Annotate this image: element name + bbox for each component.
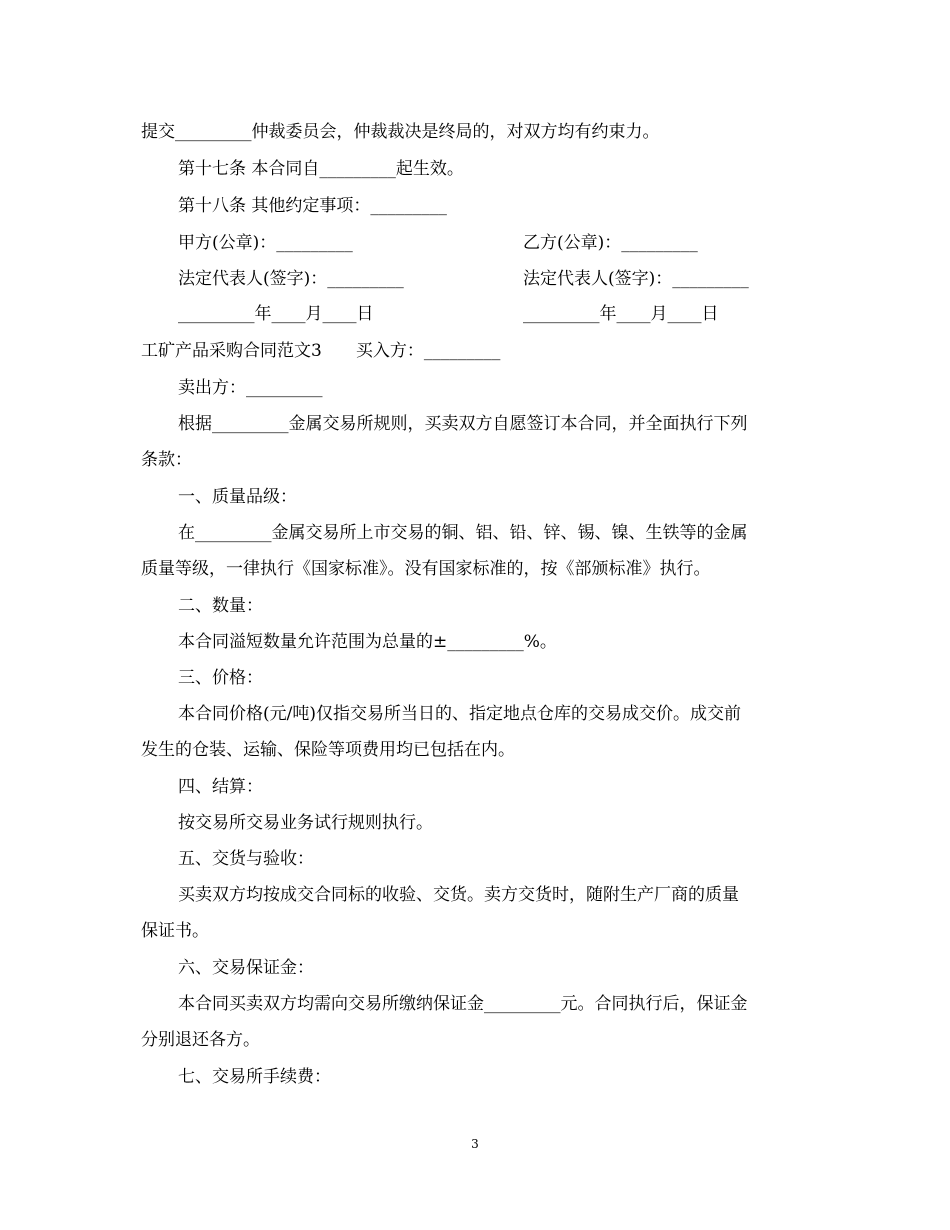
text-line-quantity: 本合同溢短数量允许范围为总量的±_________%。	[178, 632, 557, 652]
text-line-arbitration: 提交_________仲裁委员会，仲裁裁决是终局的，对双方均有约束力。	[141, 122, 660, 142]
section-heading-quality: 一、质量品级：	[178, 487, 297, 507]
text-line-deposit-1: 本合同买卖双方均需向交易所缴纳保证金_________元。合同执行后，保证金	[178, 994, 748, 1014]
text-line-quality-1: 在_________金属交易所上市交易的铜、铝、铅、锌、锡、镍、生铁等的金属	[178, 523, 748, 543]
party-b-seal: 乙方(公章)：_________	[523, 233, 698, 253]
party-a-date: _________年____月____日	[178, 304, 374, 324]
text-line-deposit-2: 分别退还各方。	[141, 1030, 260, 1050]
text-line-article-18: 第十八条 其他约定事项：_________	[178, 196, 447, 216]
text-line-terms: 条款：	[141, 450, 192, 470]
text-line-delivery-2: 保证书。	[141, 921, 209, 941]
party-b-date: _________年____月____日	[523, 304, 719, 324]
seller-line: 卖出方：_________	[178, 378, 323, 398]
party-b-representative: 法定代表人(签字)：_________	[523, 269, 749, 289]
section-heading-settlement: 四、结算：	[178, 777, 263, 797]
text-line-intro: 根据_________金属交易所规则，买卖双方自愿签订本合同，并全面执行下列	[178, 414, 748, 434]
page-number: 3	[471, 1137, 479, 1151]
text-line-price-2: 发生的仓装、运输、保险等项费用均已包括在内。	[141, 740, 515, 760]
section-heading-fees: 七、交易所手续费：	[178, 1067, 331, 1087]
section-heading-price: 三、价格：	[178, 668, 263, 688]
party-a-representative: 法定代表人(签字)：_________	[178, 269, 404, 289]
text-line-quality-2: 质量等级，一律执行《国家标准》。没有国家标准的，按《部颁标准》执行。	[141, 559, 711, 579]
section-heading-deposit: 六、交易保证金：	[178, 958, 314, 978]
section-heading-quantity: 二、数量：	[178, 596, 263, 616]
text-line-price-1: 本合同价格(元/吨)仅指交易所当日的、指定地点仓库的交易成交价。成交前	[178, 704, 741, 724]
contract-title-buyer: 工矿产品采购合同范文3 买入方：_________	[141, 341, 501, 361]
section-heading-delivery: 五、交货与验收：	[178, 849, 314, 869]
text-line-article-17: 第十七条 本合同自_________起生效。	[178, 159, 464, 179]
text-line-delivery-1: 买卖双方均按成交合同标的收验、交货。卖方交货时，随附生产厂商的质量	[178, 885, 739, 905]
text-line-settlement: 按交易所交易业务试行规则执行。	[178, 813, 433, 833]
party-a-seal: 甲方(公章)：_________	[178, 233, 353, 253]
